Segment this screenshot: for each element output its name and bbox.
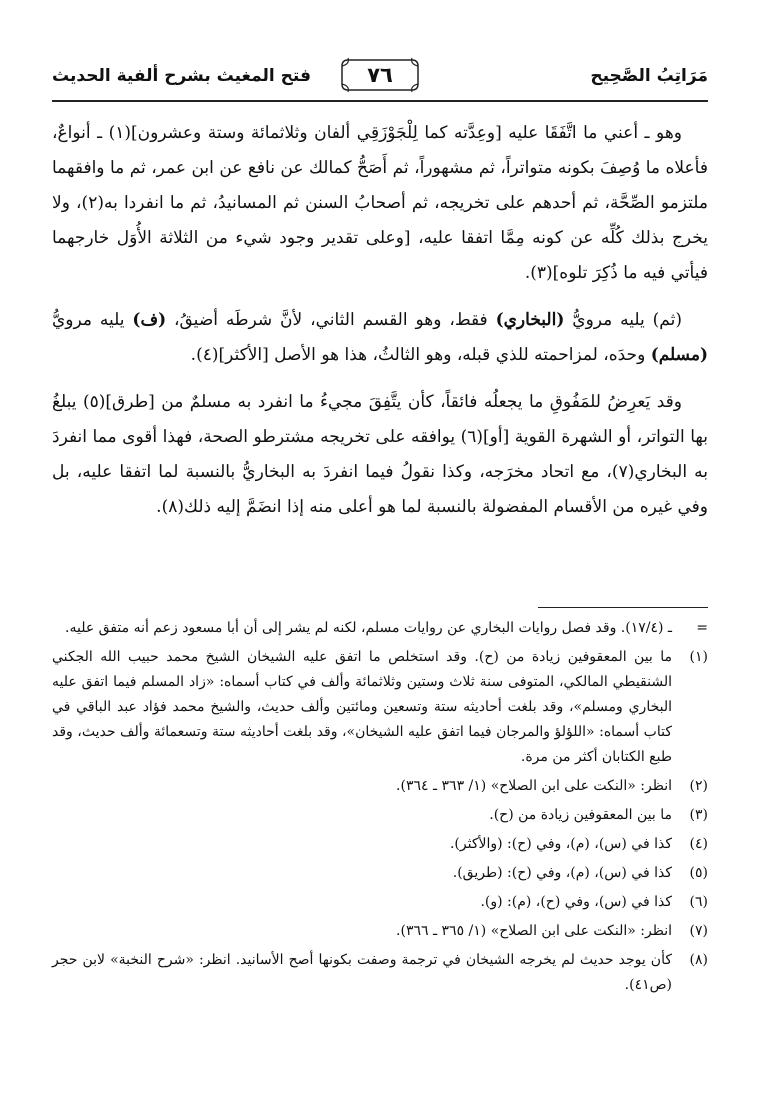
page-number-frame <box>338 56 422 94</box>
page-number: ٧٦ <box>367 63 393 87</box>
footnote-mark: (١) <box>689 649 708 665</box>
fa-term: (ف) <box>132 310 167 330</box>
footnote-mark: (٨) <box>689 952 708 968</box>
paragraph-1: وهو ـ أعني ما اتَّفَقَا عليه [وعِدَّته كما لِلْجَوْزَقِي ألفان وثلاثمائة وستة وعشرون](١) ـ أنواعٌ، فأعلاه ما وُصِفَ بكونه متواتراً، ثم مشهوراً، ثم أَصَحُّ كمالك عن نافع عن ابن عمر، ثم ما وافقهما ملتزمو الصِّحَّة، ثم أحدهم على تخريجه، ثم أصحابُ السنن ثم المسانيدُ، ثم ما انفردا به(٢)، ولا يخرج بذلك كُلِّه عن كونه مِمَّا اتفقا عليه، [وعلى تقدير وجود شيء من الثلاثة الأُوَل خارجهما فيأتي فيه ما ذُكِرَ تلوه](٣). <box>52 123 709 283</box>
paragraph-2-text: وحدَه، لمزاحمته للذي قبله، وهو الثالثُ، هذا هو الأصل [الأكثر](٤). <box>190 345 651 365</box>
footnote <box>52 803 708 828</box>
footnote-text: انظر: «النكت على ابن الصلاح» (١/ ٣٦٣ ـ ٣٦٤). <box>396 778 672 794</box>
footnote-mark: (٢) <box>689 778 708 794</box>
footnote <box>52 861 708 886</box>
footnote-text: ما بين المعقوفين زيادة من (ح). وقد استخلص ما اتفق عليه الشيخان الشيخ محمد حبيب الله الجكني الشنقيطي المالكي، المتوفى سنة ثلاث وستين وثلاثمائة وألف في كتاب أسماه: «زاد المسلم فيما اتفق عليه البخاري ومسلم»، وقد بلغت أحاديثه ستة وتسعين ومائتين وألف حديث، والشيخ محمد فؤاد عبد الباقي في كتاب أسماه: «اللؤلؤ والمرجان فيما اتفق عليه الشيخان»، وقد بلغت أحاديثه ستة وتسعمائة وألف حديث، وقد طبع الكتابان أكثر من مرة. <box>52 649 672 765</box>
footnote-text: كذا في (س)، (م)، وفي (ح): (والأكثر). <box>449 836 672 852</box>
paragraph-3: وقد يَعرِضُ للمَفُوقِ ما يجعلُه فائقاً، كأن يتَّفِقَ مجيءُ ما انفرد به مسلمٌ من [طرق](٥) يبلغُ بها التواتر، أو الشهرة القوية [أو](٦) يوافقه على تخريجه مشترطو الصحة، فهذا أقوى مما انفردَ به البخاري(٧)، مع اتحاد مخرَجه، وكذا نقولُ فيما انفردَ به البخاريُّ بالنسبة لما اتفقا عليه، بل وفي غيره من الأقسام المفضولة بالنسبة لما هو أعلى منه إذا انضَمَّ إليه ذلك(٨). <box>52 392 708 517</box>
footnote-mark: (٣) <box>689 807 708 823</box>
footnote-text: انظر: «النكت على ابن الصلاح» (١/ ٣٦٥ ـ ٣٦٦). <box>396 923 672 939</box>
muslim-term: (مسلم) <box>650 345 708 365</box>
main-text <box>52 116 708 537</box>
footnote-separator <box>538 607 708 608</box>
footnote <box>52 616 708 641</box>
footnote <box>52 919 708 944</box>
chapter-title: مَرَاتِبُ الصَّحِيح <box>590 66 708 86</box>
footnote-text: كذا في (س)، وفي (ح)، (م): (و). <box>480 894 672 910</box>
footnote <box>52 832 708 857</box>
footnote-mark: (٧) <box>689 923 708 939</box>
footnote <box>52 645 708 770</box>
footnote-text: ـ (١٧/٤). وقد فصل روايات البخاري عن روايات مسلم، لكنه لم يشر إلى أن أبا مسعود زعم أنه متفق عليه. <box>65 620 672 636</box>
footnote-text: كأن يوجد حديث لم يخرجه الشيخان في ترجمة وصفت بكونها أصح الأسانيد. انظر: «شرح النخبة» لابن حجر (ص٤١). <box>52 952 672 993</box>
book-title: فتح المغيث بشرح ألفية الحديث <box>52 66 312 86</box>
paragraph-2-text: (ثم) يليه مرويُّ <box>564 310 682 330</box>
bukhari-term: (البخاري) <box>495 310 565 330</box>
footnote-mark: (٦) <box>689 894 708 910</box>
footnote-mark: (٥) <box>689 865 708 881</box>
footnote-text: كذا في (س)، (م)، وفي (ح): (طريق). <box>452 865 672 881</box>
footnote <box>52 774 708 799</box>
footnote-text: ما بين المعقوفين زيادة من (ح). <box>489 807 672 823</box>
running-header <box>52 56 708 102</box>
paragraph-2 <box>52 303 708 373</box>
paragraph-2-text: يليه مرويُّ <box>52 310 133 330</box>
footnote <box>52 948 708 998</box>
footnote-mark: (٤) <box>689 836 708 852</box>
footnote <box>52 890 708 915</box>
footnotes <box>52 616 708 1002</box>
footnote-mark: = <box>696 620 708 636</box>
paragraph-2-text: فقط، وهو القسم الثاني، لأنَّ شرطَه أضيقُ، <box>166 310 496 330</box>
